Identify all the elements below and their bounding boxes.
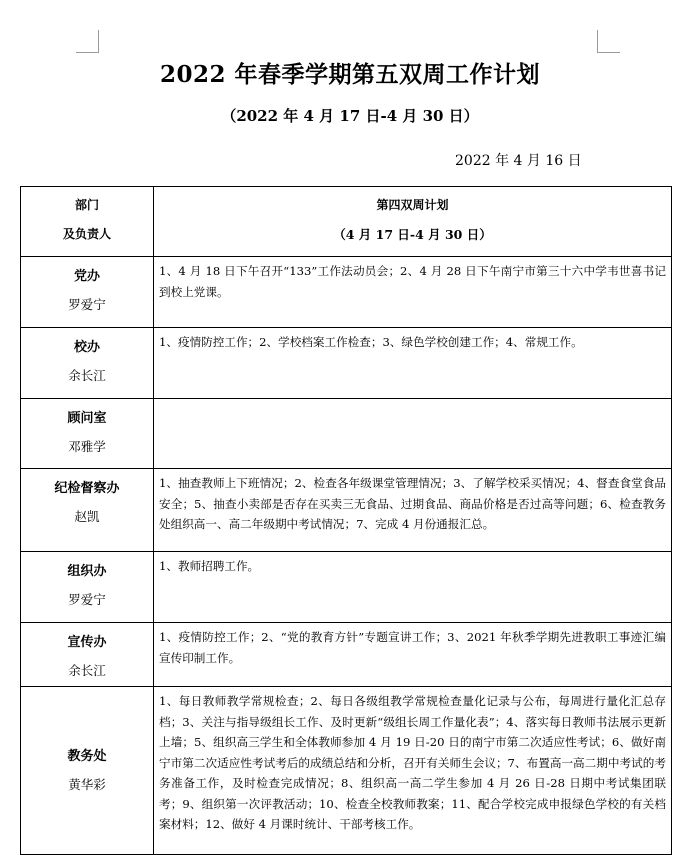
dept-cell: [21, 552, 154, 623]
dept-person: 邓雅学: [68, 439, 106, 454]
table-row: [21, 687, 672, 855]
table-row: [21, 328, 672, 399]
plan-content: 1、4 月 18 日下午召开“133”工作法动员会；2、4 月 28 日下午南宁市第三十六中学韦世喜书记到校上党课。: [154, 257, 672, 328]
dept-name: 顾问室: [67, 411, 107, 426]
plan-content: 1、疫情防控工作；2、“党的教育方针”专题宣讲工作；3、2021 年秋季学期先进教职工事迹汇编宣传印制工作。: [154, 623, 672, 687]
header-person-label: 及负责人: [62, 227, 111, 241]
dept-cell: [21, 399, 154, 469]
dept-cell: [21, 328, 154, 399]
dept-name: 宣传办: [67, 635, 107, 650]
dept-cell: [21, 623, 154, 687]
dept-name: 校办: [73, 340, 100, 355]
document-title: 2022 年春季学期第五双周工作计划: [159, 61, 541, 88]
dept-cell: [21, 257, 154, 328]
document-date: 2022 年 4 月 16 日: [455, 153, 582, 169]
table-row: [21, 257, 672, 328]
header-period-label: （4 月 17 日-4 月 30 日）: [333, 227, 492, 242]
header-plan-label: 第四双周计划: [376, 198, 449, 212]
dept-person: 罗爱宁: [68, 592, 106, 607]
document-subtitle: （2022 年 4 月 17 日-4 月 30 日）: [221, 107, 479, 125]
margin-mark-top-left: [76, 30, 99, 53]
plan-content: 1、疫情防控工作；2、学校档案工作检查；3、绿色学校创建工作；4、常规工作。: [154, 328, 672, 399]
plan-content: 1、教师招聘工作。: [154, 552, 672, 623]
work-plan-table: [20, 186, 672, 855]
dept-person: 黄华彩: [68, 776, 106, 792]
table-row: [21, 552, 672, 623]
table-row: [21, 399, 672, 469]
plan-content: 1、抽查教师上下班情况；2、检查各年级课堂管理情况；3、了解学校采买情况；4、督查食堂食品安全；5、抽查小卖部是否存在买卖三无食品、过期食品、商品价格是否过高等问题；6、检查教务处组织高一、高二年级期中考试情况；7、完成 4 月份通报汇总。: [154, 469, 672, 552]
header-dept-label: 部门: [74, 198, 99, 212]
dept-name: 党办: [73, 269, 100, 284]
dept-cell: [21, 469, 154, 552]
dept-cell: [21, 687, 154, 855]
dept-name: 组织办: [67, 564, 107, 579]
table-row: [21, 623, 672, 687]
table-header-row: [21, 187, 672, 257]
dept-person: 罗爱宁: [68, 297, 106, 312]
plan-content: [154, 399, 672, 469]
dept-name: 纪检督察办: [54, 481, 120, 496]
dept-person: 余长江: [68, 368, 106, 383]
dept-person: 余长江: [68, 663, 106, 678]
table-row: [21, 469, 672, 552]
plan-content: 1、每日教师教学常规检查；2、每日各级组教学常规检查量化记录与公布，每周进行量化汇总存档；3、关注与指导级组长工作、及时更新“级组长周工作量化表”；4、落实每日教师书法展示更新上墙；5、组织高三学生和全体教师参加 4 月 19 日-20 日的南宁市第二次适应性考试；6、做好南宁市第二次适应性考试考后的成绩总结和分析，召开有关师生会议；7、布置高一高二期中考试的考务准备工作，及时检查完成情况；8、组织高一高二学生参加 4 月 26 日-28 日期中考试集团联考；9、组织第一次评教活动；10、检查全校教师教案；11、配合学校完成申报绿色学校的有关档案材料；12、做好 4 月课时统计、干部考核工作。: [154, 687, 672, 855]
margin-mark-top-right: [597, 30, 620, 53]
header-dept-cell: [21, 187, 154, 257]
dept-person: 赵凯: [74, 509, 100, 524]
dept-name: 教务处: [67, 748, 107, 764]
header-plan-cell: [154, 187, 672, 257]
